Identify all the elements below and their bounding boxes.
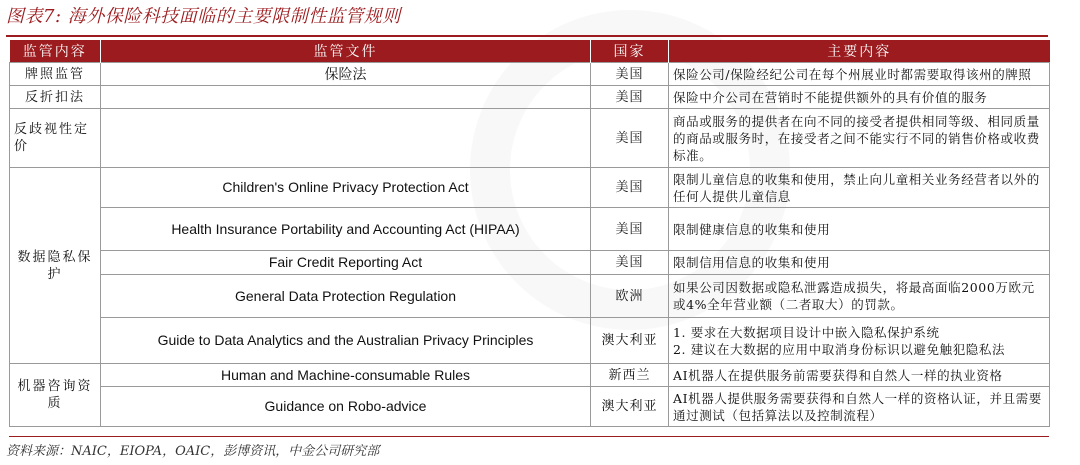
country-cell: 美国 [591,109,669,168]
country-cell: 澳大利亚 [591,387,669,427]
content-cell: 如果公司因数据或隐私泄露造成损失，将最高面临2000万欧元或4%全年营业额（二者取大）的罚款。 [669,275,1050,318]
source-note: 资料来源：NAIC，EIOPA，OAIC，彭博资讯，中金公司研究部 [6,444,380,459]
header-content: 主要内容 [669,40,1050,63]
table-row [10,318,1050,364]
category-cell: 机器咨询资质 [10,364,101,427]
category-cell: 反折扣法 [10,86,101,109]
table-row [10,251,1050,275]
regulation-table [9,40,1050,427]
document-cell: Guide to Data Analytics and the Australian Privacy Principles [101,318,591,364]
table-row [10,387,1050,427]
country-cell: 美国 [591,168,669,208]
category-cell: 数据隐私保护 [10,168,101,364]
content-line: 1. 要求在大数据项目设计中嵌入隐私保护系统 [673,324,940,340]
table-row [10,168,1050,208]
country-cell: 新西兰 [591,364,669,387]
figure-title: 图表7: 海外保险科技面临的主要限制性监管规则 [6,6,401,27]
content-cell: 限制儿童信息的收集和使用，禁止向儿童相关业务经营者以外的任何人提供儿童信息 [669,168,1050,208]
category-cell: 反歧视性定价 [10,109,101,168]
country-cell: 美国 [591,86,669,109]
country-cell: 美国 [591,63,669,86]
header-category: 监管内容 [10,40,101,63]
content-cell: 保险中介公司在营销时不能提供额外的具有价值的服务 [669,86,1050,109]
header-country: 国家 [591,40,669,63]
header-document: 监管文件 [101,40,591,63]
table-row [10,109,1050,168]
table-row [10,275,1050,318]
content-cell [669,318,1050,364]
content-cell: 限制健康信息的收集和使用 [669,208,1050,251]
table-row [10,86,1050,109]
content-line: 2. 建议在大数据的应用中取消身份标识以避免触犯隐私法 [673,341,1006,357]
table-row [10,208,1050,251]
content-cell: AI机器人在提供服务前需要获得和自然人一样的执业资格 [669,364,1050,387]
country-cell: 澳大利亚 [591,318,669,364]
content-cell: AI机器人提供服务需要获得和自然人一样的资格认证，并且需要通过测试（包括算法以及控制流程） [669,387,1050,427]
content-cell: 保险公司/保险经纪公司在每个州展业时都需要取得该州的牌照 [669,63,1050,86]
table-row [10,364,1050,387]
document-cell: Human and Machine-consumable Rules [101,364,591,387]
country-cell: 美国 [591,251,669,275]
document-cell: Guidance on Robo-advice [101,387,591,427]
document-cell: General Data Protection Regulation [101,275,591,318]
title-divider [6,35,1048,37]
document-cell: Health Insurance Portability and Accounting Act (HIPAA) [101,208,591,251]
document-cell: Fair Credit Reporting Act [101,251,591,275]
document-cell: 保险法 [101,63,591,86]
category-cell: 牌照监管 [10,63,101,86]
country-cell: 美国 [591,208,669,251]
content-cell: 商品或服务的提供者在向不同的接受者提供相同等级、相同质量的商品或服务时，在接受者之间不能实行不同的销售价格或收费标准。 [669,109,1050,168]
table-row [10,63,1050,86]
document-cell: Children's Online Privacy Protection Act [101,168,591,208]
document-cell [101,109,591,168]
content-cell: 限制信用信息的收集和使用 [669,251,1050,275]
country-cell: 欧洲 [591,275,669,318]
bottom-divider [9,436,1049,437]
document-cell [101,86,591,109]
table-header-row [10,40,1050,63]
